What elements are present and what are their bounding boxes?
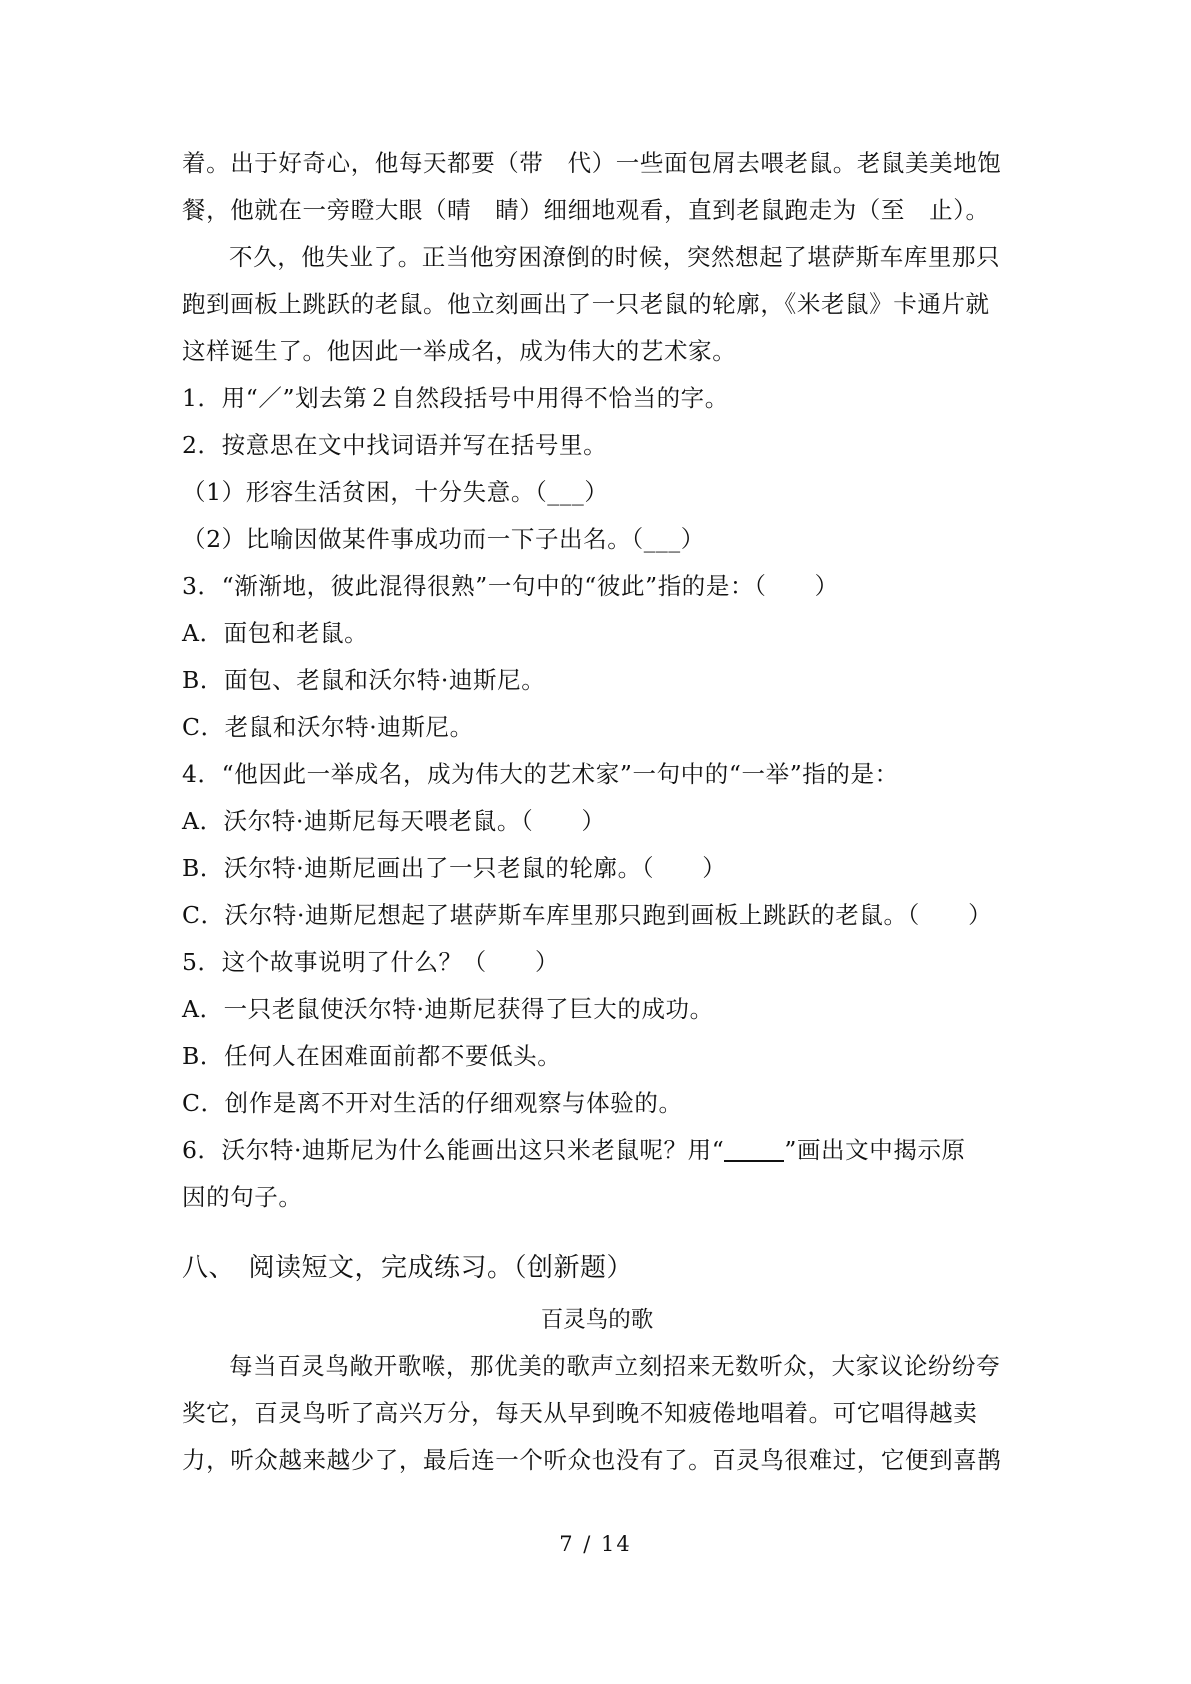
question-4-option-b: B．沃尔特·迪斯尼画出了一只老鼠的轮廓。（ ） bbox=[182, 854, 727, 882]
passage-line: 跑到画板上跳跃的老鼠。他立刻画出了一只老鼠的轮廓，《米老鼠》卡通片就 bbox=[182, 290, 990, 318]
passage-line: 这样诞生了。他因此一举成名，成为伟大的艺术家。 bbox=[182, 337, 737, 365]
question-2-sub-2: （2）比喻因做某件事成功而一下子出名。（___） bbox=[182, 525, 705, 553]
question-4: 4．“他因此一举成名，成为伟大的艺术家”一句中的“一举”指的是： bbox=[182, 760, 899, 788]
question-6 bbox=[182, 1127, 1012, 1174]
underline-mark bbox=[724, 1136, 784, 1162]
question-2-sub-1: （1）形容生活贫困，十分失意。（___） bbox=[182, 478, 609, 506]
question-5: 5．这个故事说明了什么？（ ） bbox=[182, 948, 560, 976]
story-title: 百灵鸟的歌 bbox=[540, 1307, 654, 1333]
question-5-option-c: C．创作是离不开对生活的仔细观察与体验的。 bbox=[182, 1089, 683, 1117]
question-5-option-a: A．一只老鼠使沃尔特·迪斯尼获得了巨大的成功。 bbox=[182, 995, 714, 1023]
question-3-option-c: C．老鼠和沃尔特·迪斯尼。 bbox=[182, 713, 474, 741]
question-3-option-a: A．面包和老鼠。 bbox=[182, 619, 369, 647]
question-6-continued: 因的句子。 bbox=[182, 1183, 303, 1211]
question-1: 1．用“／”划去第２自然段括号中用得不恰当的字。 bbox=[182, 384, 729, 412]
passage-line: 着。出于好奇心，他每天都要（带 代）一些面包屑去喂老鼠。老鼠美美地饱 bbox=[182, 149, 1002, 177]
question-6-text-start: 6．沃尔特·迪斯尼为什么能画出这只米老鼠呢？用“ bbox=[182, 1136, 725, 1164]
question-5-option-b: B．任何人在困难面前都不要低头。 bbox=[182, 1042, 562, 1070]
question-4-option-a: A．沃尔特·迪斯尼每天喂老鼠。（ ） bbox=[182, 807, 606, 835]
question-3: 3．“渐渐地，彼此混得很熟”一句中的“彼此”指的是：（ ） bbox=[182, 572, 839, 600]
page-number: 7 / 14 bbox=[559, 1532, 632, 1556]
passage-line: 餐，他就在一旁瞪大眼（晴 睛）细细地观看，直到老鼠跑走为（至 止）。 bbox=[182, 196, 990, 224]
question-6-text-end: ”画出文中揭示原 bbox=[784, 1136, 966, 1164]
question-3-option-b: B．面包、老鼠和沃尔特·迪斯尼。 bbox=[182, 666, 546, 694]
section-8-heading: 八、 阅读短文，完成练习。（创新题） bbox=[182, 1253, 634, 1283]
question-2: 2．按意思在文中找词语并写在括号里。 bbox=[182, 431, 608, 459]
page-content bbox=[182, 140, 1012, 1484]
story-line: 力，听众越来越少了，最后连一个听众也没有了。百灵鸟很难过，它便到喜鹊 bbox=[182, 1446, 1002, 1474]
story-line: 每当百灵鸟敞开歌喉，那优美的歌声立刻招来无数听众，大家议论纷纷夸 bbox=[229, 1352, 1001, 1380]
story-line: 奖它，百灵鸟听了高兴万分，每天从早到晚不知疲倦地唱着。可它唱得越卖 bbox=[182, 1399, 978, 1427]
passage-line: 不久，他失业了。正当他穷困潦倒的时候，突然想起了堪萨斯车库里那只 bbox=[229, 243, 1001, 271]
question-4-option-c: C．沃尔特·迪斯尼想起了堪萨斯车库里那只跑到画板上跳跃的老鼠。（ ） bbox=[182, 901, 993, 929]
